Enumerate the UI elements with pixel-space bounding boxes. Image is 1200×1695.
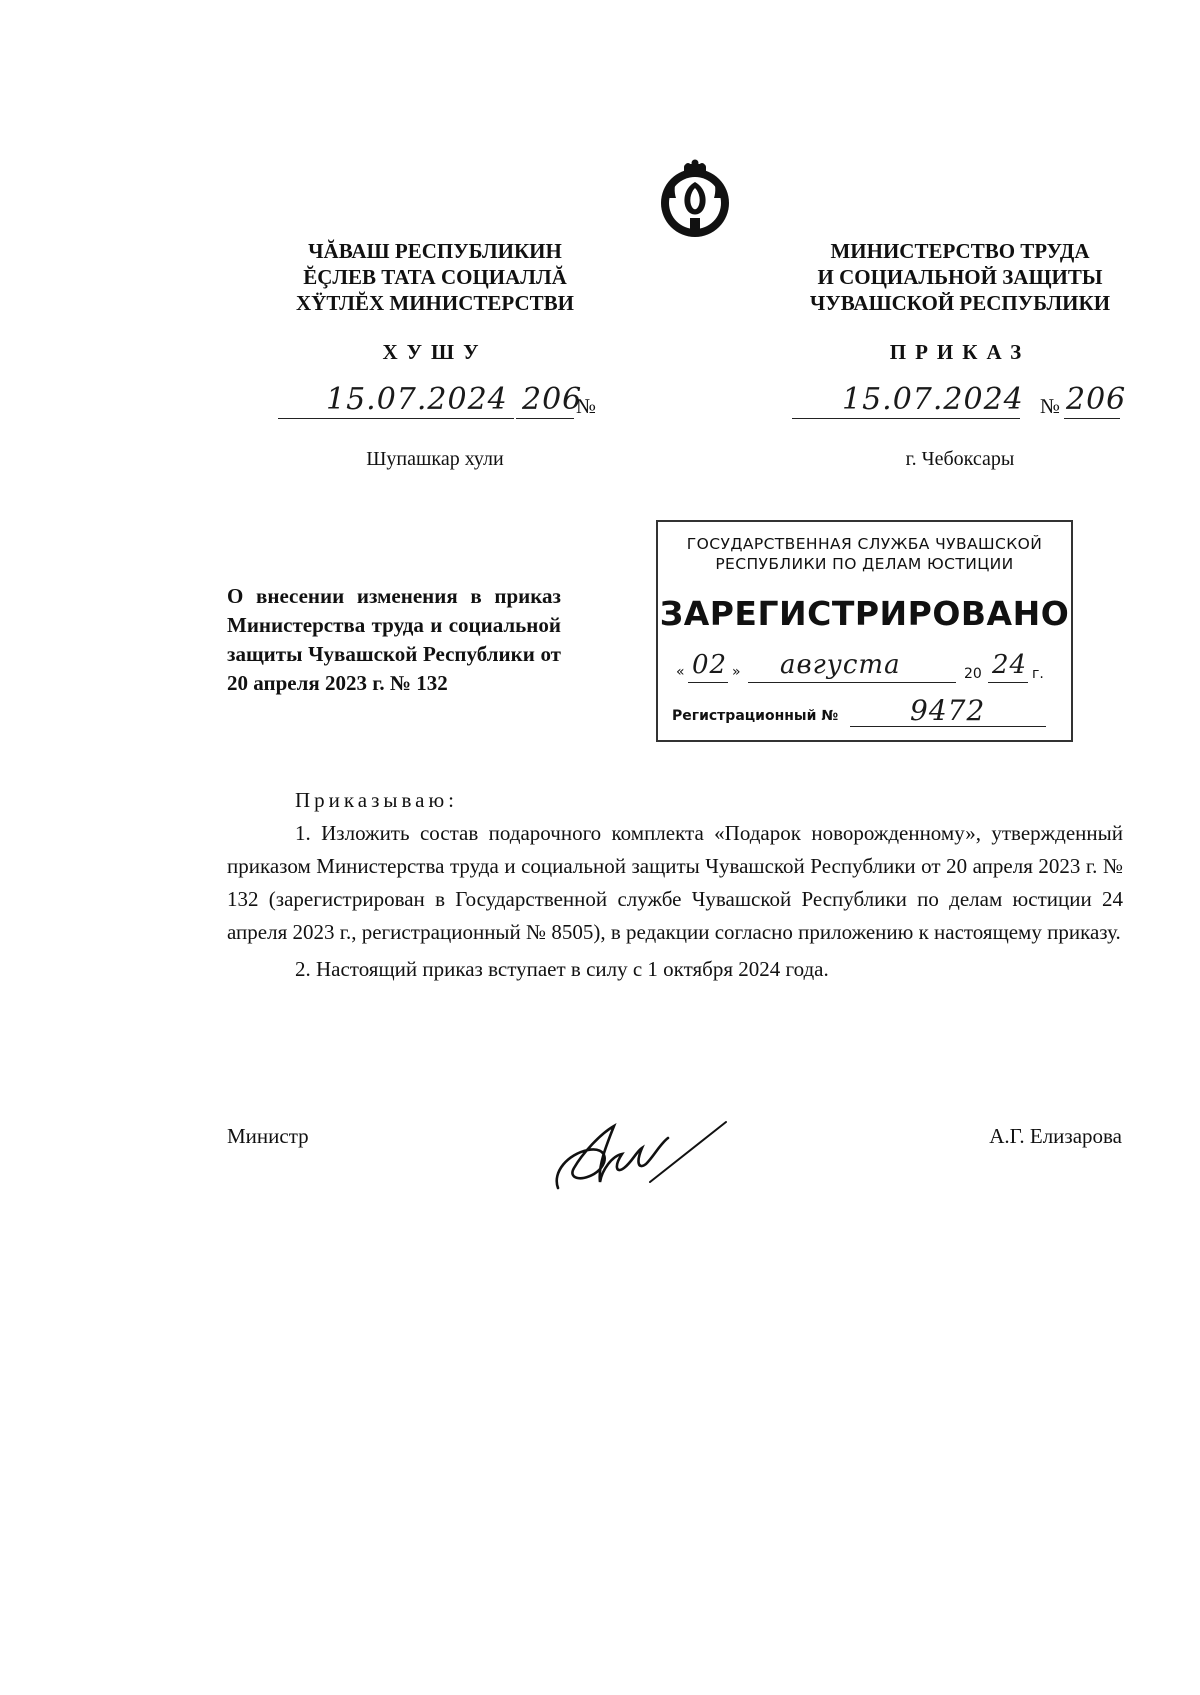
date-number-left: [278, 384, 598, 424]
number-underline: [516, 418, 574, 419]
handwritten-date: 15.07.2024: [842, 382, 1024, 417]
stamp-year-prefix: 20: [964, 666, 982, 682]
header-right-line: И СОЦИАЛЬНОЙ ЗАЩИТЫ: [817, 265, 1103, 289]
handwritten-signature: [550, 1112, 730, 1200]
number-underline: [1064, 418, 1120, 419]
stamp-organization: [658, 534, 1071, 574]
document-title: О внесении изменения в приказ Министерства труда и социальной защиты Чувашской Республики от 20 апреля 2023 г. № 132: [227, 584, 561, 695]
stamp-day-underline: [688, 682, 728, 683]
header-right-ministry-name: [760, 238, 1160, 316]
header-left-ministry-name: [235, 238, 635, 316]
stamp-month-underline: [748, 682, 956, 683]
stamp-status: ЗАРЕГИСТРИРОВАНО: [659, 594, 1070, 633]
header-right-line: ЧУВАШСКОЙ РЕСПУБЛИКИ: [809, 291, 1111, 315]
document-body: [227, 784, 1123, 986]
stamp-year-suffix: 24: [992, 650, 1028, 680]
stamp-quote-open: «: [676, 664, 685, 680]
header-left-line: ЧĂВАШ РЕСПУБЛИКИН: [308, 239, 562, 263]
stamp-month: августа: [780, 650, 901, 680]
handwritten-date: 15.07.2024: [326, 382, 508, 417]
header-right-line: МИНИСТЕРСТВО ТРУДА: [830, 239, 1090, 263]
signer-title: Министр: [227, 1124, 309, 1148]
date-underline: [278, 418, 514, 419]
city-right: г. Чебоксары: [905, 448, 1015, 470]
stamp-quote-close: »: [732, 664, 741, 680]
doc-type-left: ХУШУ: [382, 340, 488, 364]
body-item: 1. Изложить состав подарочного комплекта «Подарок новорожденному», утвержденный приказом Министерства труда и социальной защиты Чувашской Республики от 20 апреля 2023 г. № 132 (зарегистрирован в Государственной службе Чувашской Республики по делам юстиции 24 апреля 2023 г., регистрационный № 8505), в редакции согласно приложению к настоящему приказу.: [227, 821, 1123, 944]
date-underline: [792, 418, 1020, 419]
stamp-date-row: [676, 650, 1056, 686]
city-left: Шупашкар хули: [366, 448, 504, 470]
coat-of-arms-emblem: [654, 158, 736, 240]
stamp-reg-label: Регистрационный №: [672, 708, 839, 724]
header-left-line: ĔÇЛЕВ ТАТА СОЦИАЛЛĂ: [303, 265, 567, 289]
registration-stamp: [656, 520, 1073, 742]
number-sign: №: [576, 394, 597, 418]
handwritten-number: 206: [1066, 382, 1127, 417]
header-left-line: ХŸТЛĔХ МИНИСТЕРСТВИ: [296, 291, 574, 315]
stamp-org-line: РЕСПУБЛИКИ ПО ДЕЛАМ ЮСТИЦИИ: [715, 555, 1014, 573]
stamp-org-line: ГОСУДАРСТВЕННАЯ СЛУЖБА ЧУВАШСКОЙ: [686, 535, 1043, 553]
body-item: 2. Настоящий приказ вступает в силу с 1 октября 2024 года.: [295, 957, 829, 981]
stamp-year-underline: [988, 682, 1028, 683]
stamp-registration-row: [672, 694, 1062, 732]
date-number-right: [792, 384, 1132, 424]
signer-name: А.Г. Елизарова: [989, 1124, 1122, 1148]
stamp-reg-number: 9472: [910, 694, 986, 727]
stamp-year-unit: г.: [1032, 666, 1044, 682]
handwritten-number: 206: [522, 382, 583, 417]
stamp-day: 02: [692, 650, 728, 680]
doc-type-right: ПРИКАЗ: [889, 340, 1031, 364]
body-lead: Приказываю:: [295, 788, 458, 812]
number-sign: №: [1040, 394, 1061, 418]
